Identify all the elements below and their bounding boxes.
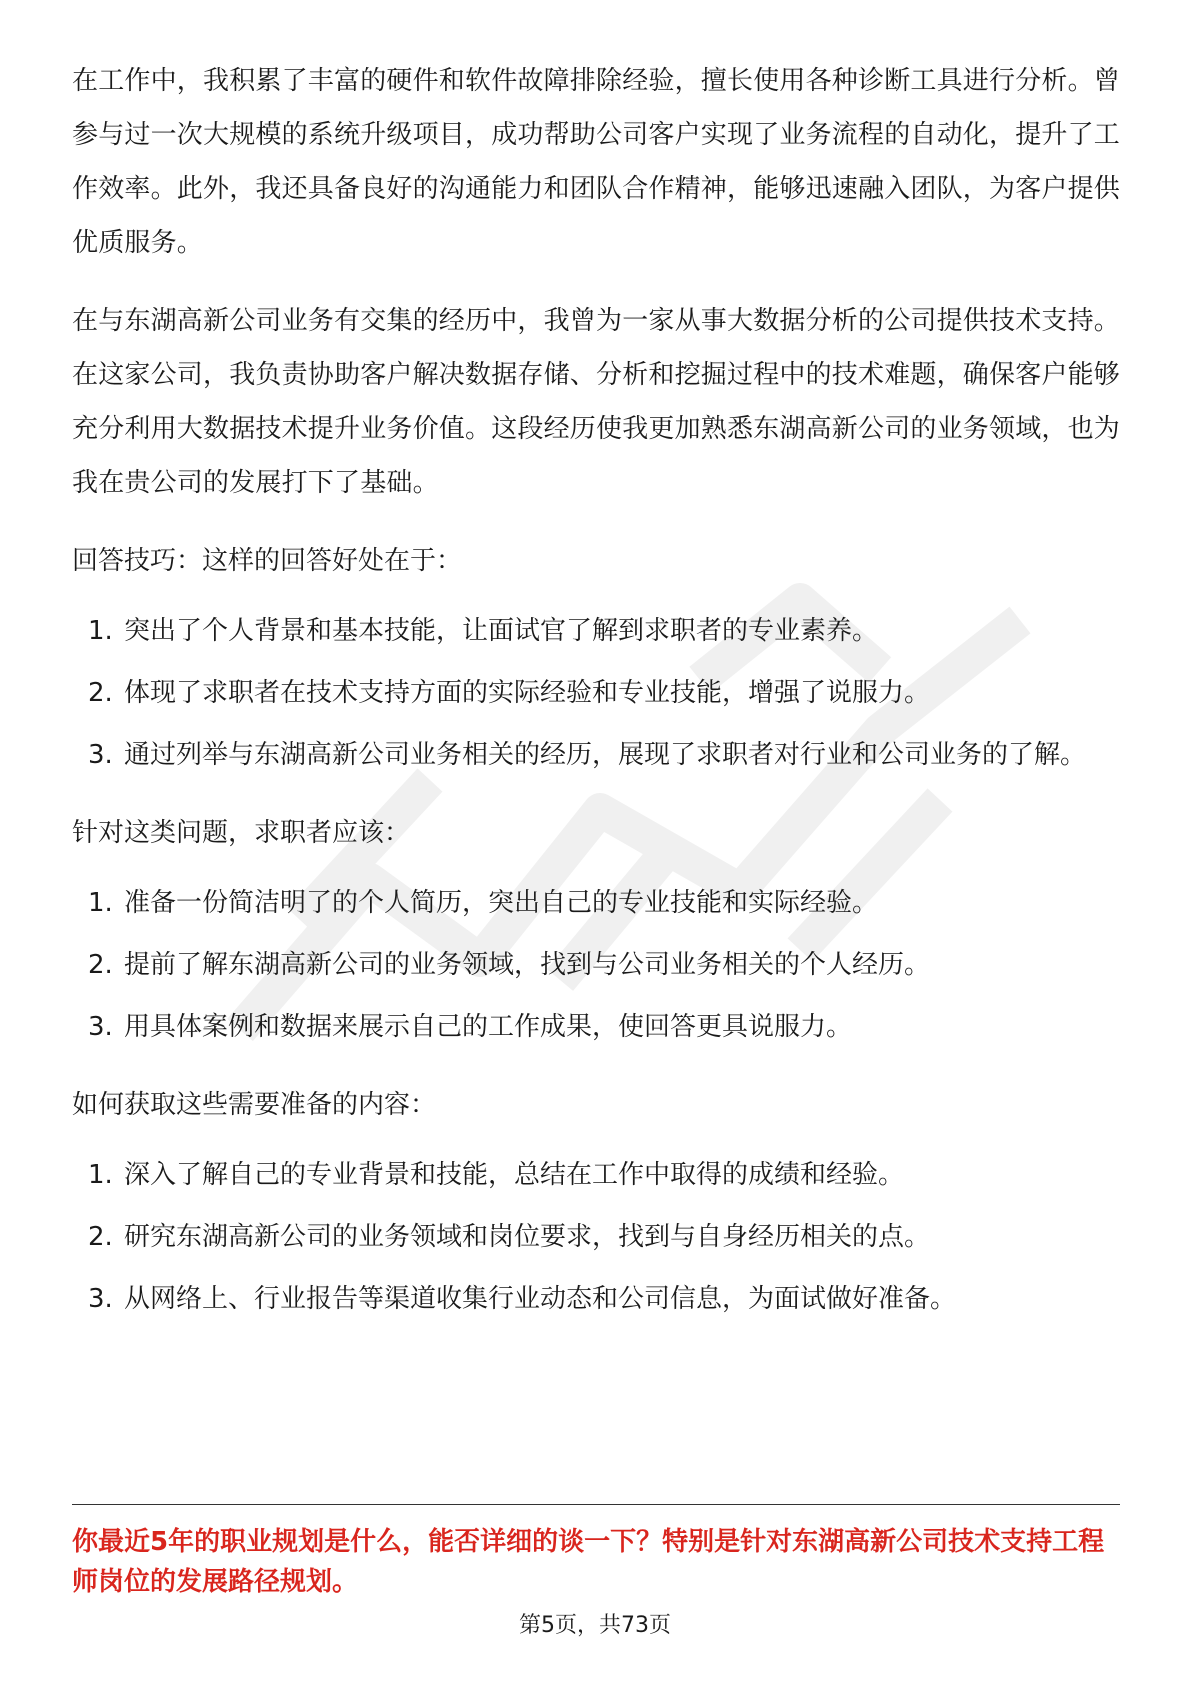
list-item-text: 体现了求职者在技术支持方面的实际经验和专业技能，增强了说服力。	[124, 678, 931, 708]
page-number: 第5页，共73页	[519, 1613, 671, 1638]
list-number: 3.	[88, 1284, 113, 1314]
should-list	[72, 876, 1120, 1054]
list-number: 3.	[88, 1012, 113, 1042]
list-item	[72, 1148, 1120, 1202]
prepare-list	[72, 1148, 1120, 1326]
list-item-text: 提前了解东湖高新公司的业务领域，找到与公司业务相关的个人经历。	[124, 950, 931, 980]
main-content	[72, 54, 1120, 1334]
list-item-text: 从网络上、行业报告等渠道收集行业动态和公司信息，为面试做好准备。	[124, 1284, 957, 1314]
list-item-text: 深入了解自己的专业背景和技能，总结在工作中取得的成绩和经验。	[124, 1160, 905, 1190]
list-item	[72, 728, 1120, 782]
list-item	[72, 938, 1120, 992]
paragraph-related-experience: 在与东湖高新公司业务有交集的经历中，我曾为一家从事大数据分析的公司提供技术支持。在这家公司，我负责协助客户解决数据存储、分析和挖掘过程中的技术难题，确保客户能够充分利用大数据技术提升业务价值。这段经历使我更加熟悉东湖高新公司的业务领域，也为我在贵公司的发展打下了基础。	[72, 306, 1121, 498]
list-item	[72, 604, 1120, 658]
divider	[72, 1504, 1120, 1505]
list-number: 3.	[88, 740, 113, 770]
list-item	[72, 1210, 1120, 1264]
section-heading-tips: 回答技巧：这样的回答好处在于：	[72, 546, 463, 576]
next-question-heading: 你最近5年的职业规划是什么，能否详细的谈一下？特别是针对东湖高新公司技术支持工程师岗位的发展路径规划。	[72, 1527, 1105, 1597]
list-item-text: 通过列举与东湖高新公司业务相关的经历，展现了求职者对行业和公司业务的了解。	[124, 740, 1087, 770]
list-item-text: 突出了个人背景和基本技能，让面试官了解到求职者的专业素养。	[124, 616, 879, 646]
list-number: 1.	[88, 888, 113, 918]
list-item	[72, 876, 1120, 930]
list-number: 1.	[88, 1160, 113, 1190]
list-item	[72, 666, 1120, 720]
list-item	[72, 1272, 1120, 1326]
list-number: 2.	[88, 678, 113, 708]
list-item	[72, 1000, 1120, 1054]
list-number: 1.	[88, 616, 113, 646]
list-number: 2.	[88, 1222, 113, 1252]
list-item-text: 准备一份简洁明了的个人简历，突出自己的专业技能和实际经验。	[124, 888, 879, 918]
section-heading-prepare: 如何获取这些需要准备的内容：	[72, 1090, 437, 1120]
list-item-text: 用具体案例和数据来展示自己的工作成果，使回答更具说服力。	[124, 1012, 853, 1042]
list-item-text: 研究东湖高新公司的业务领域和岗位要求，找到与自身经历相关的点。	[124, 1222, 931, 1252]
tips-list	[72, 604, 1120, 782]
paragraph-experience: 在工作中，我积累了丰富的硬件和软件故障排除经验，擅长使用各种诊断工具进行分析。曾参与过一次大规模的系统升级项目，成功帮助公司客户实现了业务流程的自动化，提升了工作效率。此外，我还具备良好的沟通能力和团队合作精神，能够迅速融入团队，为客户提供优质服务。	[72, 66, 1121, 258]
list-number: 2.	[88, 950, 113, 980]
section-heading-should: 针对这类问题，求职者应该：	[72, 818, 411, 848]
